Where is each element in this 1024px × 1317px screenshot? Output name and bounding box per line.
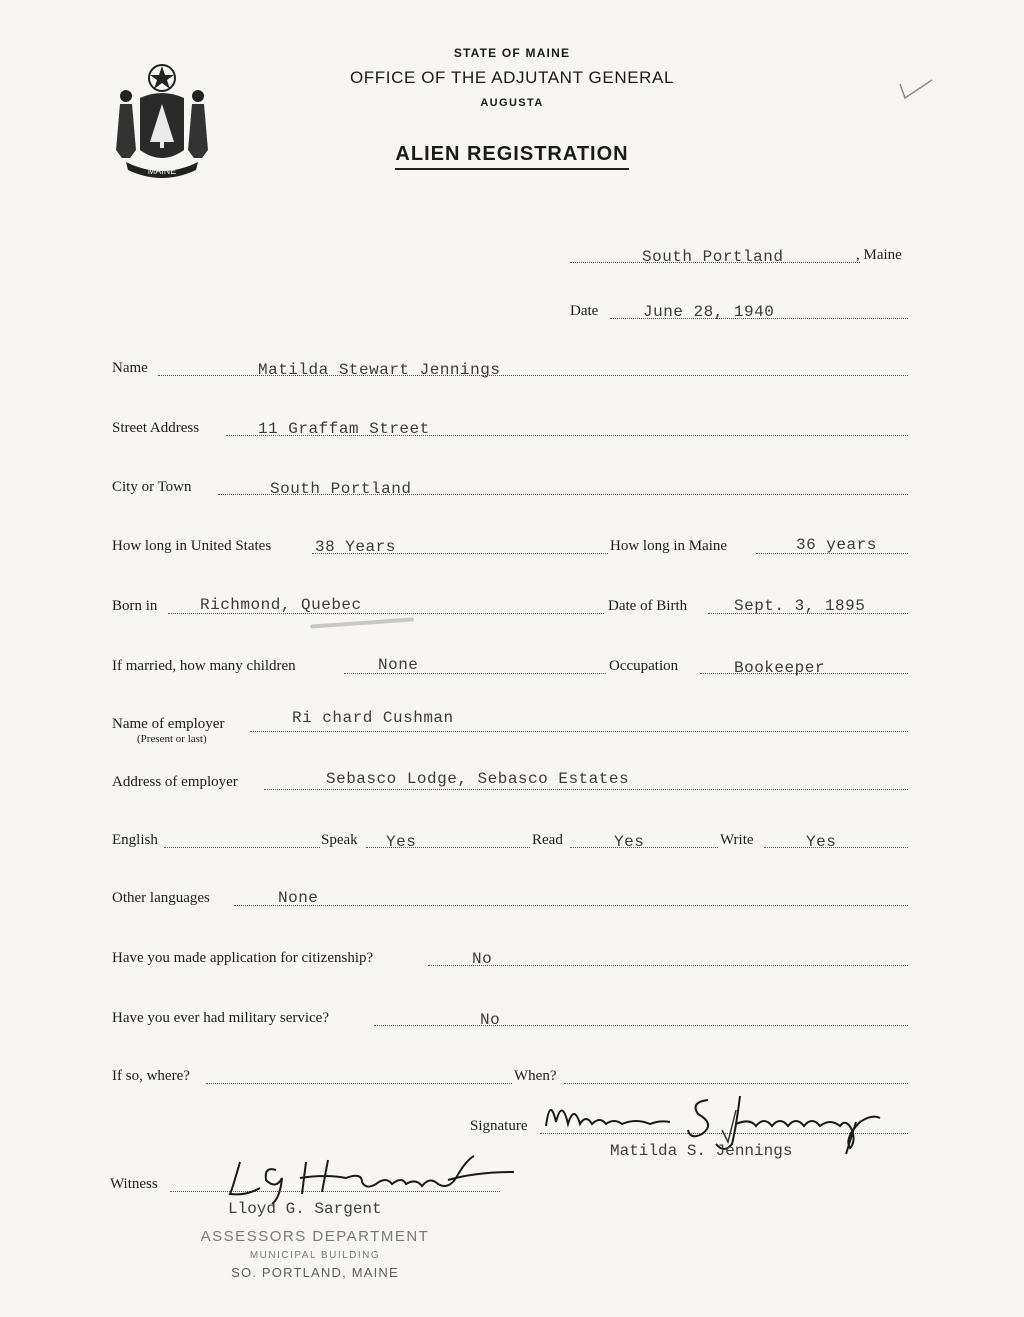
assessors-stamp-line3: SO. PORTLAND, MAINE	[231, 1265, 399, 1280]
header-office: OFFICE OF THE ADJUTANT GENERAL	[349, 68, 675, 87]
check-mark-icon	[896, 78, 936, 102]
when-label: When?	[514, 1068, 557, 1084]
city-label: City or Town	[112, 479, 192, 495]
date-label: Date	[570, 303, 599, 319]
name-label: Name	[112, 360, 148, 376]
assessors-stamp-line1: ASSESSORS DEPARTMENT	[200, 1228, 430, 1245]
date-value: June 28, 1940	[643, 303, 775, 321]
other-languages-value: None	[278, 889, 319, 907]
city-value: South Portland	[270, 480, 412, 498]
dob-label: Date of Birth	[608, 598, 688, 614]
years-us-value: 38 Years	[315, 538, 396, 556]
location-value: South Portland	[642, 248, 784, 266]
street-value: 11 Graffam Street	[258, 420, 430, 438]
born-in-value: Richmond, Quebec	[200, 596, 362, 614]
signature-typed-name: Matilda S. Jennings	[610, 1142, 793, 1160]
employer-sublabel: (Present or last)	[137, 733, 207, 745]
other-languages-label: Other languages	[112, 890, 210, 906]
employer-label: Name of employer	[112, 716, 225, 732]
header-state: STATE OF MAINE	[453, 46, 571, 60]
citizenship-value: No	[472, 950, 493, 968]
signature-label: Signature	[470, 1118, 528, 1134]
read-value: Yes	[614, 833, 645, 851]
witness-label: Witness	[110, 1176, 158, 1192]
military-value: No	[480, 1011, 501, 1029]
write-label: Write	[720, 832, 754, 848]
occupation-label: Occupation	[609, 658, 679, 674]
location-suffix: , Maine	[856, 247, 902, 263]
english-line	[164, 847, 320, 848]
speak-value: Yes	[386, 833, 417, 851]
years-maine-value: 36 years	[796, 536, 877, 554]
where-label: If so, where?	[112, 1068, 190, 1084]
employer-address-value: Sebasco Lodge, Sebasco Estates	[326, 770, 630, 788]
children-value: None	[378, 656, 419, 674]
children-label: If married, how many children	[112, 658, 296, 674]
read-label: Read	[532, 832, 563, 848]
citizenship-label: Have you made application for citizenship?	[112, 950, 374, 966]
employer-line	[250, 731, 908, 732]
witness-typed-name: Lloyd G. Sargent	[228, 1200, 382, 1218]
where-line	[206, 1083, 512, 1084]
employer-address-label: Address of employer	[112, 774, 238, 790]
occupation-value: Bookeeper	[734, 659, 825, 677]
military-label: Have you ever had military service?	[112, 1010, 329, 1026]
header-city: AUGUSTA	[480, 97, 544, 109]
military-line	[374, 1025, 908, 1026]
write-value: Yes	[806, 833, 837, 851]
speak-label: Speak	[321, 832, 358, 848]
years-maine-label: How long in Maine	[610, 538, 728, 554]
ink-smudge	[310, 617, 414, 628]
born-in-label: Born in	[112, 598, 158, 614]
street-label: Street Address	[112, 420, 200, 436]
citizenship-line	[428, 965, 908, 966]
employer-address-line	[264, 789, 908, 790]
employer-value: Ri chard Cushman	[292, 709, 454, 727]
form-title: ALIEN REGISTRATION	[0, 143, 1024, 166]
years-us-label: How long in United States	[112, 538, 272, 554]
english-label: English	[112, 832, 158, 848]
assessors-stamp-line2: MUNICIPAL BUILDING	[249, 1250, 381, 1261]
name-value: Matilda Stewart Jennings	[258, 361, 501, 379]
seal-banner-text: MAINE	[147, 166, 177, 176]
other-languages-line	[234, 905, 908, 906]
dob-value: Sept. 3, 1895	[734, 597, 866, 615]
